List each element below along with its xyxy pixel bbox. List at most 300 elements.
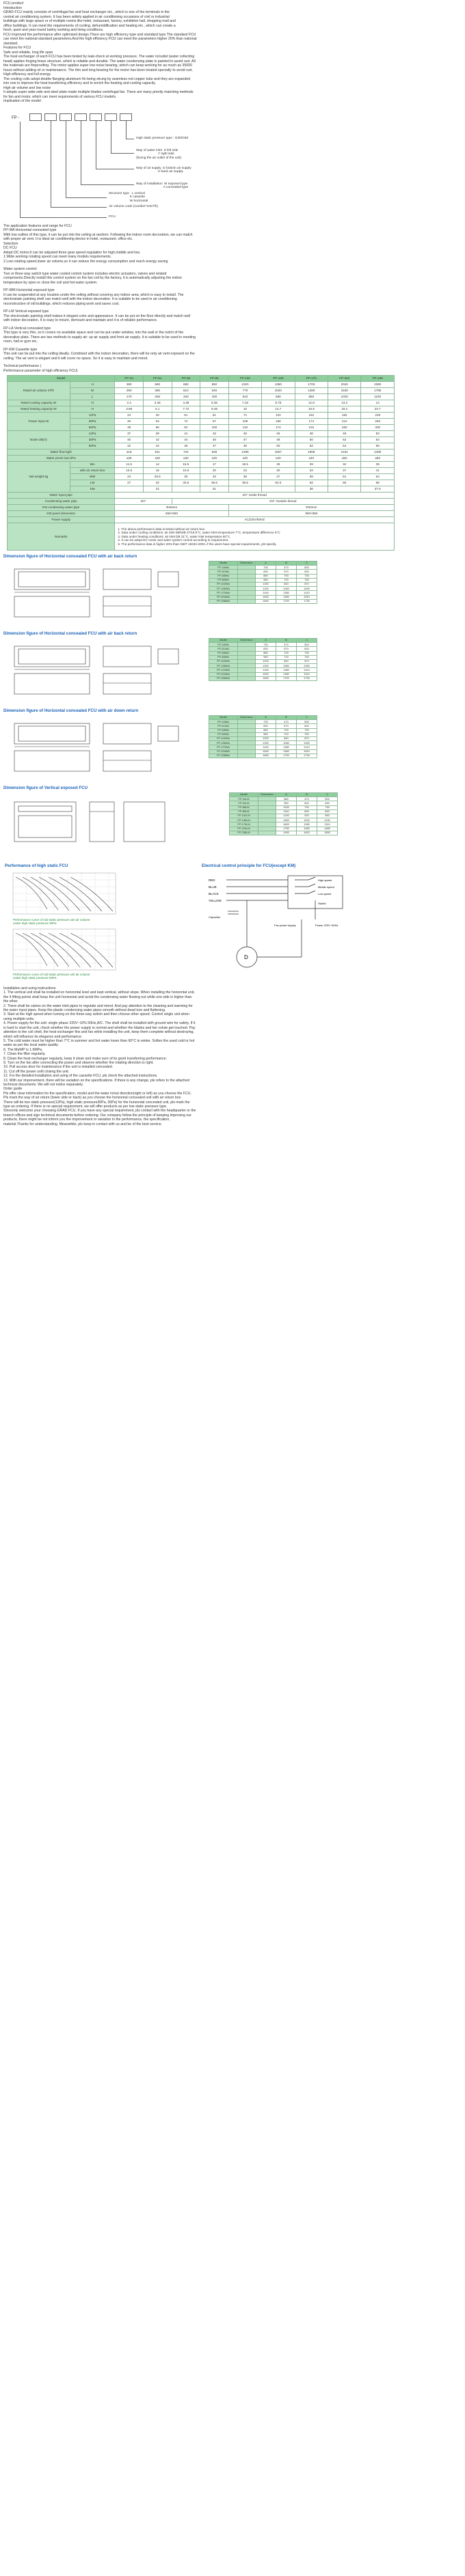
dimension-section xyxy=(3,554,462,859)
dimension-cell xyxy=(238,676,256,680)
install-line: Pls offer clear information for the specification, model and the water in/out direction(right or left) as you choose the FCU. xyxy=(3,1091,191,1096)
cell: 1190 xyxy=(361,394,395,400)
dimension-cell: 720 xyxy=(276,578,297,582)
section2-line: FP-LM Vertical exposed type xyxy=(3,309,49,314)
intro-line: office buildings. It can meet the requirements of cooling, dehumidification and heating etc., which can create a xyxy=(3,23,176,28)
dimension-cell: 1730 xyxy=(297,599,317,603)
section2-line: electrostatic painting shell can match well with the indoor decoration. It is suitable to be used in air conditioning xyxy=(3,297,177,301)
cell: 33.5 xyxy=(172,480,200,486)
remark-line: 2. Data under cooling conditions: air inlet DB/WB 27/19.5°C, water inlet temperature 7°C, temperature difference 5°C xyxy=(118,531,280,535)
dimension-cell: FP-51LM xyxy=(230,801,258,805)
drawing-stroke xyxy=(90,802,114,842)
switch-low-label: Low speed xyxy=(318,892,332,896)
dimension-header: A xyxy=(276,793,297,797)
dimension-cell: FP-68WA xyxy=(209,574,238,578)
cell: ≤40 xyxy=(228,456,261,462)
model-col-header: FP-136 xyxy=(262,376,295,382)
wiring-diagram xyxy=(206,872,356,981)
cell: 24 xyxy=(115,474,144,480)
install-line: type as ordering. If there is no special requirement, we will offer products as per low static pressure type. xyxy=(3,1105,168,1109)
dimension-cell: 1140 xyxy=(276,809,297,814)
install-line: 8. Clean the heat exchanger regularly, keep it clean and make sure of its good transferring performance. xyxy=(3,1056,167,1061)
dimension-cell: FP-170WA xyxy=(209,668,238,672)
cell: 418 xyxy=(115,449,144,456)
dimension-table xyxy=(229,792,338,835)
code-label-air-supply: Way of air supply D bottom air supply H back air supply xyxy=(136,166,191,174)
dimension-cell: FP-34LM xyxy=(230,797,258,801)
cell: 84 xyxy=(172,425,200,431)
dimension-cell: FP-51WA xyxy=(209,570,238,574)
cell: 40 xyxy=(115,437,144,443)
cell: Φ25mm xyxy=(115,505,228,511)
dimension-drawing xyxy=(8,718,192,777)
model-header: Model xyxy=(8,376,115,382)
cell: 50 xyxy=(361,431,395,437)
dimension-cell: 840 xyxy=(276,582,297,586)
install-line: is hard to start the unit, check whether the power supply is normal and whether the blades and fan volute get touched. Pay xyxy=(3,1025,196,1030)
switch-mid-label: Middle speed xyxy=(318,885,334,889)
dimension-cell: 980 xyxy=(256,578,276,582)
install-line: Sincerely welcome your choosing GRAD FCU. If you have any special requirement, pls contact with the headquarter or the xyxy=(3,1109,196,1113)
section2-line: room, hall or gym etc. xyxy=(3,340,38,344)
cell: 68 xyxy=(361,480,395,486)
dimension-cell: 1480 xyxy=(317,827,338,831)
remarks-row xyxy=(8,523,395,551)
leader-line xyxy=(51,207,107,208)
row-sublabel: H xyxy=(70,406,115,413)
cell: 340 xyxy=(172,394,200,400)
code-label-installation: Way of installation M exposed type A concealed type xyxy=(136,182,189,189)
cell: 18.5 xyxy=(228,462,261,468)
leader-line xyxy=(20,122,21,217)
dimension-cell: 730 xyxy=(256,720,276,724)
cell: 3/4" Outside thread xyxy=(172,499,394,505)
install-block xyxy=(3,986,462,1126)
dimension-cell: 1700 xyxy=(276,753,297,758)
cell: 64 xyxy=(361,474,395,480)
intro-line: High air volume and low noise xyxy=(3,85,51,90)
dimension-cell: 470 xyxy=(276,643,297,647)
dimension-title: Dimension figure of Horizontal concealed FCU with air back return xyxy=(3,554,137,559)
install-line: the other. xyxy=(3,999,18,1004)
install-line: Installation and using instructions xyxy=(3,986,56,991)
cell: 253 xyxy=(361,419,395,425)
dimension-title: Dimension figure of Horizontal concealed FCU with air back return xyxy=(3,631,137,637)
dimension-header: Model xyxy=(209,562,238,566)
cell: 52.5 xyxy=(262,480,295,486)
dimension-cell: 1900 xyxy=(276,831,297,835)
dimension-cell: FP-68WA xyxy=(209,651,238,655)
cell: 2161 xyxy=(328,449,361,456)
row-label: Power input W xyxy=(8,413,70,431)
dimension-cell: FP-136WA xyxy=(209,587,238,591)
dimension-cell: 570 xyxy=(276,724,297,728)
code-box-3 xyxy=(59,113,72,121)
dimension-cell: 1700 xyxy=(276,599,297,603)
drawing-stroke xyxy=(18,572,85,587)
switch-label: Switch xyxy=(318,902,326,906)
high-static-title: Performance of high static FCU xyxy=(5,863,68,869)
dimension-header: A xyxy=(256,639,276,643)
dimension-header: Dimension xyxy=(238,639,256,643)
cell: 770 xyxy=(228,388,261,394)
cell: 1020 xyxy=(328,394,361,400)
dimension-table xyxy=(209,561,317,604)
dimension-cell: 1700 xyxy=(276,676,297,680)
dimension-cell: 870 xyxy=(297,659,317,663)
cell: 3/4" xyxy=(115,499,172,505)
row-sublabel: 50Pa xyxy=(70,443,115,449)
dimension-cell: 1090 xyxy=(297,587,317,591)
wire-blue-label: BLUE xyxy=(209,885,217,889)
cell: 51 xyxy=(172,413,200,419)
model-col-header: FP-238 xyxy=(361,376,395,382)
dimension-cell: 1320 xyxy=(256,587,276,591)
dimension-cell: 1840 xyxy=(256,676,276,680)
dimension-drawing xyxy=(8,795,192,854)
performance-table xyxy=(7,375,395,551)
cell: 2.2 xyxy=(115,400,144,406)
dimension-cell: 570 xyxy=(276,647,297,651)
cell: 948 xyxy=(200,449,229,456)
cell: ≤30 xyxy=(115,456,144,462)
cell: 23.7 xyxy=(361,406,395,413)
dimension-table xyxy=(209,715,317,758)
cell: 12.8 xyxy=(295,400,328,406)
intro-line: central air conditioning system. It has been widely applied in air conditioning occasions of civil or industrial xyxy=(3,14,170,19)
cell: 46 xyxy=(200,437,229,443)
dimension-cell: FP-102WA xyxy=(209,582,238,586)
code-box-6 xyxy=(105,113,117,121)
perf-row xyxy=(8,499,395,505)
dimension-cell: 1640 xyxy=(256,595,276,599)
intro-line: Safe and reliable, long life span xyxy=(3,50,53,55)
dimension-cell: 1200 xyxy=(256,659,276,663)
cell: 38 xyxy=(228,474,261,480)
dimension-cell: 1320 xyxy=(256,741,276,745)
dimension-cell: 1650 xyxy=(317,831,338,835)
install-line: Pls mark the way of air return (lower side or back) as you choose the horizontal concealed unit with air return box. xyxy=(3,1096,182,1100)
dimension-header: Model xyxy=(209,639,238,643)
cell: 17 xyxy=(200,462,229,468)
cell: 8.79 xyxy=(262,400,295,406)
cell: 640 xyxy=(200,388,229,394)
dimension-cell: 1090 xyxy=(297,664,317,668)
cell: 49 xyxy=(228,443,261,449)
cell: Φ32mm xyxy=(228,505,394,511)
cell: 850 xyxy=(295,394,328,400)
cell: 59 xyxy=(295,474,328,480)
drawing-stroke xyxy=(14,802,76,842)
dimension-cell: FP-238WA xyxy=(209,599,238,603)
cell: 10 xyxy=(228,406,261,413)
row-sublabel: H xyxy=(70,382,115,388)
cell: 260 xyxy=(143,394,172,400)
install-line: branch offices and sign technical documents before ordering. Our company follow the principle of keeping improving our xyxy=(3,1113,191,1118)
section2-line: Adopt DC motor,It can be adjusted three gear speed regulation for high,middle and low. xyxy=(3,250,141,255)
section2-line: ceiling. The air vent is elegant and it will cover no space. So it is easy to maintain and mend. xyxy=(3,356,148,361)
row-label: Rated heating capacity W xyxy=(8,406,70,413)
dimension-cell: 500 xyxy=(317,797,338,801)
section2-line: Two or three way switch type water cooled control system includes electric actuators, valves and related xyxy=(3,271,167,276)
cell: 47 xyxy=(262,474,295,480)
drawing-stroke xyxy=(14,646,90,667)
model-col-header: FP-85 xyxy=(200,376,229,382)
dimension-cell: FP-34WA xyxy=(209,720,238,724)
cell: 46 xyxy=(172,443,200,449)
dimension-cell: 1380 xyxy=(276,668,297,672)
dimension-cell: FP-136WA xyxy=(209,741,238,745)
cell: 170 xyxy=(115,394,144,400)
install-line: 13. With our improvement, there will be variation on the specifications. If there is any change, pls refers to the attached xyxy=(3,1078,189,1083)
power-label: Power 220V~50Hz xyxy=(315,924,338,928)
section2-line: This type is very thin, so it covers no available space and can be put under window, into the wall or the notch of the xyxy=(3,331,184,335)
cell: 32 xyxy=(328,462,361,468)
section2-line: With low outline of this type, it can be put into the ceiling at random. Following the indoor room decoration, we can match xyxy=(3,232,193,237)
cell: 8.48 xyxy=(200,406,229,413)
bottom-figures xyxy=(3,863,462,986)
dimension-cell xyxy=(238,753,256,758)
drawing-stroke xyxy=(158,649,178,664)
dimension-cell: FP-34WA xyxy=(209,566,238,570)
cell: 13.2 xyxy=(328,400,361,406)
cell: 734 xyxy=(172,449,200,456)
cell: 260 xyxy=(328,425,361,431)
cell: 3/4" inside thread xyxy=(115,493,395,499)
code-label-fcu: FCU xyxy=(109,214,116,219)
cell: 66 xyxy=(143,425,172,431)
cell: 510 xyxy=(172,388,200,394)
section2-line: This unit can be put into the ceiling ideally. Combined with the indoor decoration, there will be only air vent exposed on the xyxy=(3,352,195,356)
section2-line: components.Directly install this control system on the fan coil by the factory, it is automatically adjusting the indoor xyxy=(3,276,183,280)
row-label: Water input pipe xyxy=(8,493,115,499)
cell: 39.5 xyxy=(228,480,261,486)
cell: 36.5 xyxy=(200,480,229,486)
drawing-stroke xyxy=(18,649,85,664)
cell: 2040 xyxy=(328,382,361,388)
cell: 32 xyxy=(143,480,172,486)
install-line: 12. For the detailed installation and using of the cassette FCU, pls check the attached instructions. xyxy=(3,1074,158,1079)
perf-row xyxy=(8,462,395,468)
fan-power-label: Fan power supply xyxy=(274,924,296,928)
dimension-header: B xyxy=(297,793,317,797)
dimension-cell: 1510 xyxy=(297,749,317,753)
install-line: 4. Power supply for the unit: single phase 220V~10% 50Hz,A/C. The shell shall be installed with ground wire for safety. If it xyxy=(3,1021,196,1026)
cell: 72 xyxy=(172,419,200,425)
dimension-cell: 1410 xyxy=(297,668,317,672)
cell: 49 xyxy=(328,431,361,437)
cell: ≤40 xyxy=(262,456,295,462)
dimension-cell: 600 xyxy=(297,647,317,651)
dimension-header: Model xyxy=(209,716,238,720)
switch-high-label: High speed xyxy=(318,878,332,883)
dimension-cell: 470 xyxy=(297,797,317,801)
dimension-cell: 1410 xyxy=(297,591,317,595)
cell: 46 xyxy=(262,431,295,437)
intro-line: fresh, quiet and year-round balmy working and living conditions. xyxy=(3,28,104,32)
dimension-cell: 1130 xyxy=(317,818,338,822)
cell: 50 xyxy=(262,443,295,449)
dimension-cell: 1510 xyxy=(297,595,317,599)
dimension-cell: 880 xyxy=(256,574,276,578)
drawing-stroke xyxy=(124,802,165,842)
row-sublabel: 12Pa xyxy=(70,431,115,437)
cell: 1360 xyxy=(262,382,295,388)
dimension-table xyxy=(209,638,317,681)
perf-row xyxy=(8,431,395,437)
cell xyxy=(328,486,361,493)
cell: 41 xyxy=(172,431,200,437)
model-col-header: FP-204 xyxy=(328,376,361,382)
dimension-block xyxy=(3,554,462,628)
row-label: Power supply xyxy=(8,517,115,523)
cell: 16 xyxy=(143,468,172,474)
dimension-header: C xyxy=(297,562,317,566)
cell: 23 xyxy=(228,468,261,474)
cell: 580 xyxy=(143,382,172,388)
cell: 116 xyxy=(228,425,261,431)
remark-line: 1. The above performance data is tested without air return box. xyxy=(118,527,206,531)
install-line: products, there might be not inform you the improvement or variation in the performance, the specification, xyxy=(3,1118,170,1122)
section2-line: 1.Wide working rotating speed can meet many models requirements. xyxy=(3,255,112,259)
section2-line: FP-KM Cassette type xyxy=(3,347,38,352)
section2-line: temperature by open or close the coil and hot water system. xyxy=(3,280,98,285)
cell: 3.68 xyxy=(115,406,144,413)
cell: 65 xyxy=(328,480,361,486)
dimension-cell: 730 xyxy=(297,574,317,578)
dimension-cell: 1480 xyxy=(276,749,297,753)
cell: 100 xyxy=(200,425,229,431)
dimension-cell: 1480 xyxy=(276,672,297,676)
perf-row xyxy=(8,505,395,511)
cell: 49 xyxy=(115,425,144,431)
install-line: There will be two static pressure(12Pa), high static pressure30Pa, 50Pa) for the horizontal concealed unit, pls mark the xyxy=(3,1100,190,1105)
dimension-cell: 1600 xyxy=(276,822,297,827)
cell: 380 xyxy=(143,388,172,394)
dimension-cell: 600 xyxy=(297,570,317,574)
dimension-header: B xyxy=(276,639,297,643)
cell: 52 xyxy=(328,437,361,443)
cell: 16.5 xyxy=(172,468,200,474)
drawing-stroke xyxy=(18,726,85,741)
dimension-cell: 1480 xyxy=(276,595,297,599)
wire-yellow-label: YELLOW xyxy=(209,899,222,903)
install-line: 10. Pull access door for maintenance if the unit is installed concealed. xyxy=(3,1065,114,1070)
cell xyxy=(115,486,144,493)
code-label-static: High static pressure type : G30/G50 xyxy=(136,136,189,140)
dimension-cell: 980 xyxy=(256,655,276,659)
row-label: Net weight kg xyxy=(8,462,70,493)
install-line: 6. The MaWP is 1.6MPa. xyxy=(3,1047,43,1052)
dimension-cell: FP-238LM xyxy=(230,831,258,835)
intro-line: FCU product xyxy=(3,1,24,5)
remarks-cell xyxy=(115,523,395,551)
dimension-cell: 500 xyxy=(297,643,317,647)
code-box-1 xyxy=(29,113,42,121)
install-line: 7. Clean the filter regularly. xyxy=(3,1052,46,1057)
dimension-cell: 880 xyxy=(256,651,276,655)
cell: 54 xyxy=(361,437,395,443)
row-sublabel: LM xyxy=(70,480,115,486)
cell: 67 xyxy=(200,419,229,425)
dimension-header: A xyxy=(256,562,276,566)
chart-50pa xyxy=(13,929,116,970)
dimension-cell: 1440 xyxy=(256,668,276,672)
cell: 1785 xyxy=(361,388,395,394)
cell: 18.9 xyxy=(295,406,328,413)
install-line: technical documents. We will not notice separately. xyxy=(3,1082,83,1087)
dimension-cell: 1280 xyxy=(297,822,317,827)
model-col-header: FP-170 xyxy=(295,376,328,382)
dimension-cell: 1060 xyxy=(276,741,297,745)
cell: 7.18 xyxy=(228,400,261,406)
cell xyxy=(172,486,200,493)
dimension-cell: 830 xyxy=(256,647,276,651)
dimension-cell: 1640 xyxy=(256,749,276,753)
dimension-header: B xyxy=(276,716,297,720)
dimension-header: Dimension xyxy=(238,716,256,720)
intro-line: Features for FCU xyxy=(3,46,31,50)
cell: 174 xyxy=(295,419,328,425)
dimension-cell: 700 xyxy=(276,651,297,655)
section2-line: DC FCU xyxy=(3,246,17,250)
install-line: 11. Cut off the power until closing the unit. xyxy=(3,1069,70,1074)
code-box-5 xyxy=(90,113,102,121)
install-line: the 4 lifting points shall keep the unit horizontal and avoid the condensing water flowing out while one side is higher than xyxy=(3,995,192,999)
drawing-stroke xyxy=(14,596,90,617)
dimension-cell: 1380 xyxy=(276,591,297,595)
dimension-cell: FP-85WA xyxy=(209,655,238,659)
row-sublabel: 50Pa xyxy=(70,425,115,431)
code-box-2 xyxy=(44,113,57,121)
dimension-drawing xyxy=(8,641,192,700)
dimension-cell: 980 xyxy=(256,732,276,736)
install-line: 9. Turn on the fan after connecting the power and observe whether the rotating direction is right. xyxy=(3,1060,154,1065)
dimension-cell: FP-68LM xyxy=(230,805,258,809)
dimension-cell xyxy=(258,831,276,835)
dimension-cell: 720 xyxy=(276,655,297,659)
cell: 1530 xyxy=(328,388,361,394)
dimension-cell: FP-204WA xyxy=(209,672,238,676)
dimension-cell: 1750 xyxy=(276,827,297,831)
section2-line: with indoor decoration. It is easy to mount, demount and maintain and it is of reliable performance. xyxy=(3,318,158,322)
intro-line: The heat exchanger of each FCU has been tested by leak-check at working pressure. The water in/outlet (water collecting xyxy=(3,55,195,59)
dimension-cell: 730 xyxy=(256,566,276,570)
cell: 680 xyxy=(262,394,295,400)
leader-line xyxy=(66,197,107,198)
cell: 3.45 xyxy=(143,400,172,406)
cell: 2380 xyxy=(361,382,395,388)
cell: 1289 xyxy=(228,449,261,456)
dimension-cell: 700 xyxy=(276,574,297,578)
chart-30pa-caption-2: under high static pressure 30Pa xyxy=(13,922,57,926)
code-label-structure: Structure type L vertical K cassette W horizontal xyxy=(109,191,148,203)
cell: 300 xyxy=(361,425,395,431)
model-col-header: FP-102 xyxy=(228,376,261,382)
dimension-cell: FP-238WA xyxy=(209,676,238,680)
row-sublabel: 30Pa xyxy=(70,437,115,443)
install-line: attention to the coil shell, the heat exchanger fins and fan while installing the unit, keep them complete without destroying, xyxy=(3,1030,194,1035)
drawing-stroke xyxy=(18,806,72,812)
dimension-cell: FP-136LM xyxy=(230,818,258,822)
dimension-header: Dimension xyxy=(238,562,256,566)
cell: 44 xyxy=(172,437,200,443)
dimension-header: Model xyxy=(230,793,258,797)
cell: 510 xyxy=(228,394,261,400)
dimension-cell: 470 xyxy=(276,720,297,724)
section2-line: The electrostatic painting shell makes it elegant color and appearance. It can be put on the floor directly and match well xyxy=(3,314,191,318)
dimension-cell: 1730 xyxy=(297,753,317,758)
